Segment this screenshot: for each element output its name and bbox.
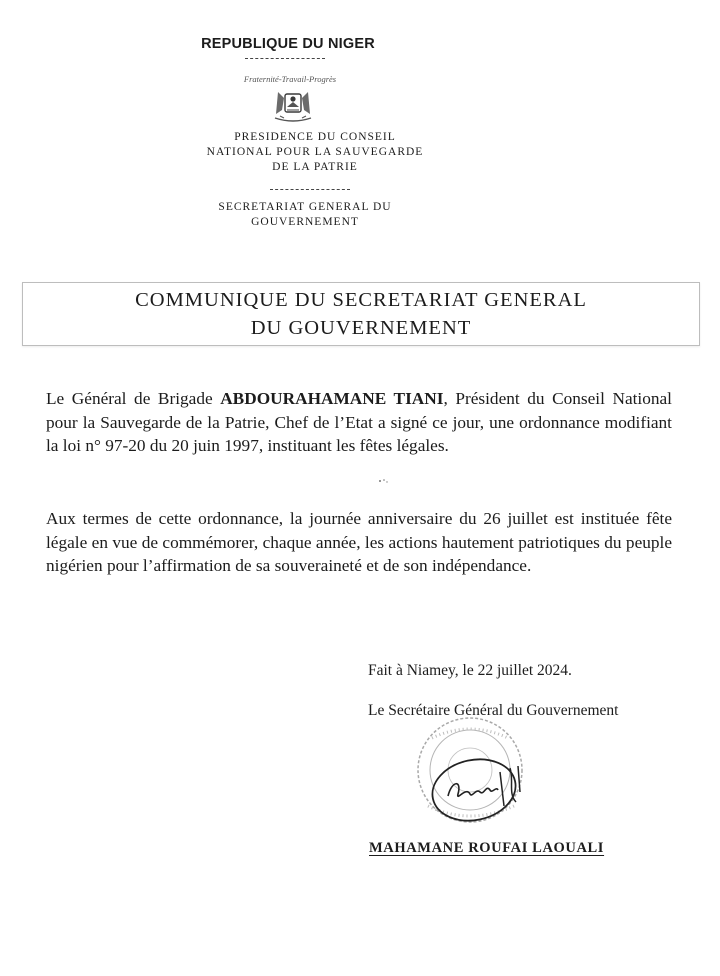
communique-title-line-1: COMMUNIQUE DU SECRETARIAT GENERAL [135, 289, 587, 311]
signer-name: MAHAMANE ROUFAI LAOUALI [369, 840, 605, 856]
body-paragraph-1 [46, 387, 672, 458]
header-divider [245, 58, 325, 59]
ink-speck-icon [376, 476, 390, 486]
secretariat-heading [170, 200, 440, 230]
body-paragraph-2: Aux termes de cette ordonnance, la journée anniversaire du 26 juillet est instituée fête légale en vue de commémorer, chaque année, les actions hautement patriotiques du peuple nigérien pour l’affirmation de sa souveraineté et de son indépendance. [46, 509, 672, 575]
national-motto: Fraternité-Travail-Progrès [243, 74, 337, 84]
header-divider [270, 189, 350, 190]
presidence-heading [170, 130, 460, 175]
stamp-and-signature-icon [392, 710, 552, 840]
presidence-line: PRESIDENCE DU CONSEIL [234, 131, 396, 143]
presidence-line: NATIONAL POUR LA SAUVEGARDE [206, 146, 424, 158]
paragraph-text: Le Général de Brigade [46, 389, 221, 408]
country-name: REPUBLIQUE DU NIGER [201, 36, 375, 52]
communique-title-line-2: DU GOUVERNEMENT [250, 317, 472, 339]
president-name: ABDOURAHAMANE TIANI [220, 389, 444, 408]
coat-of-arms-icon [270, 88, 316, 124]
paragraph-text: , Président du Conseil National pour la Sauvegarde de la Patrie, Chef de l’Etat a signé ce jour, une ordonnance modifiant la loi n° 97-20 du 20 juin 1997, instituant les fêtes légales. [46, 389, 672, 455]
date-line: Fait à Niamey, le 22 juillet 2024. [368, 662, 572, 679]
communique-title-box [22, 282, 700, 346]
secretariat-line: SECRETARIAT GENERAL DU [218, 201, 392, 213]
secretariat-line: GOUVERNEMENT [251, 216, 359, 228]
presidence-line: DE LA PATRIE [272, 161, 358, 173]
signer-title: Le Secrétaire Général du Gouvernement [368, 702, 619, 719]
